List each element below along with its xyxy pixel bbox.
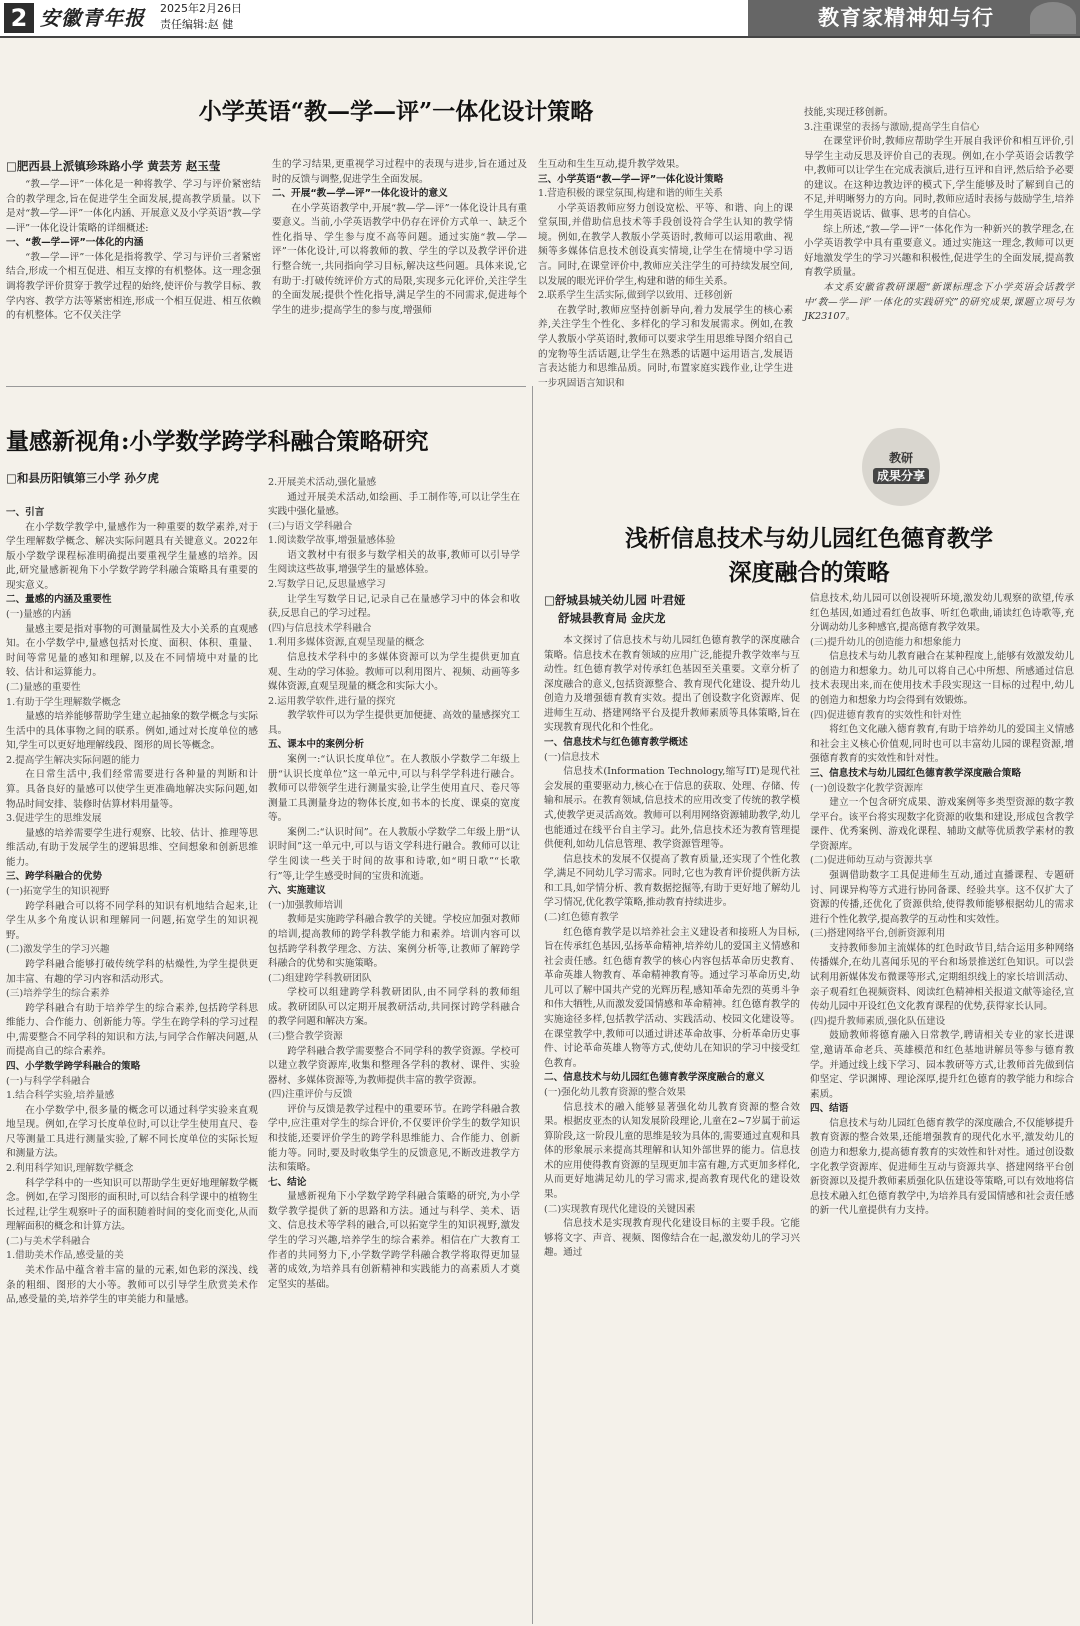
paragraph: 建立一个包含研究成果、游戏案例等多类型资源的数字教学平台。该平台将实现数字化资源的收集和建设,形成包含教学课件、优秀案例、游戏化课程、辅助文献等优质教学素材的教学资源库。 (810, 797, 1074, 852)
paragraph: 在小学英语教学中,开展“教—学—评”一体化设计具有重要意义。当前,小学英语教学中仍存在评价方式单一、缺乏个性化指导、学生参与度不高等问题。通过实施“教—学—评”一体化设计,可以将教师的教、学生的学以及教学评价进行整合统一,共同指向学习目标,解决这些问题。具体来说,它有助于:打破传统评价方式的局限,实现多元化评价,关注学生的全面发展;提供个性化指导,满足学生的不同需求,促进每个学生的进步;提高学生的参与度,增强师 (272, 202, 527, 316)
subheading: (一)与科学学科融合 (6, 1075, 91, 1087)
paragraph: 信息技术与幼儿教育融合在某种程度上,能够有效激发幼儿的创造力和想象力。幼儿可以将自己心中所想、所感通过信息技术表现出来,而在使用技术手段实现这一目标的过程中,幼儿的创造力和想象力均会得到有效锻炼。 (810, 651, 1074, 707)
subheading: (二)激发学生的学习兴趣 (6, 944, 110, 956)
section-heading: 六、实施建议 (268, 885, 326, 897)
paragraph: 信息技术的融入能够显著强化幼儿教育资源的整合效果。根据皮亚杰的认知发展阶段理论,儿童在2~7岁属于前运算阶段,这一阶段儿童的思维是较为具体的,需要通过直观和具体的形象展示来提高其理解和认知外部世界的能力。信息技术的应用使得教育资源的呈现更加丰富有趣,方式更加多样化,从而更好地满足幼儿的学习需求,提高教育现代化的建设效果。 (544, 1101, 800, 1200)
paragraph: 将红色文化融入德育教育,有助于培养幼儿的爱国主义情感和社会主义核心价值观,同时也可以丰富幼儿园的课程资源,增强德育教育的实效性和针对性。 (810, 724, 1074, 765)
subheading: (四)提升教师素质,强化队伍建设 (810, 1015, 946, 1027)
subheading: (二)实现教育现代化建设的关键因素 (544, 1203, 696, 1215)
paragraph: 信息技术是实现教育现代化建设目标的主要手段。它能够将文字、声音、视频、图像结合在一起,激发幼儿的学习兴趣。通过 (544, 1218, 800, 1259)
paragraph: 综上所述,“教—学—评”一体化作为一种新兴的教学理念,在小学英语教学中具有重要意义。通过实施这一理念,教师可以更好地激发学生的学习兴趣和积极性,促进学生的全面发展,提高教育教学质量。 (804, 223, 1074, 279)
col-1 (544, 634, 800, 1624)
paragraph: 案例一:“认识长度单位”。在人教版小学数学二年级上册“认识长度单位”这一单元中,可以与科学学科进行融合。教师可以带领学生进行测量实验,让学生使用直尺、卷尺等测量工具测量身边的物体长度,如书本的长度、课桌的宽度等。 (268, 753, 520, 824)
subheading: (一)创设数字化教学资源库 (810, 782, 924, 794)
paragraph: 量感的培养能够帮助学生建立起抽象的数学概念与实际生活中的具体事物之间的联系。例如,通过对长度单位的感知,学生可以更好地理解线段、图形的周长等概念。 (6, 711, 258, 752)
paragraph: 量感新视角下小学数学跨学科融合策略的研究,为小学数学教学提供了新的思路和方法。通过与科学、美术、语文、信息技术等学科的融合,可以拓宽学生的知识视野,激发学生的学习兴趣,培养学生的综合素养。相信在广大教育工作者的共同努力下,小学数学跨学科融合教学将取得更加显著的成效,为培养具有创新精神和实践能力的高素质人才奠定坚实的基础。 (268, 1191, 520, 1290)
dateline (160, 1, 242, 33)
paragraph: “教—学—评”一体化是指将教学、学习与评价三者紧密结合,形成一个相互促进、相互支撑的有机整体。这一理念强调将教学评价贯穿于教学过程的始终,使评价与教学目标、教学内容、教学方法等紧密相连,形成一个相互促进、相互依赖的有机整体。它不仅关注学 (6, 251, 261, 322)
article-title: 小学英语“教—学—评”一体化设计策略 (198, 98, 594, 125)
paragraph: 通过开展美术活动,如绘画、手工制作等,可以让学生在实践中强化量感。 (268, 491, 520, 518)
paragraph: 评价与反馈是教学过程中的重要环节。在跨学科融合教学中,应注重对学生的综合评价,不仅要评价学生的数学知识和技能,还要评价学生的跨学科思维能力、合作能力、创新能力等。同时,要及时收集学生的反馈意见,不断改进教学方法和策略。 (268, 1103, 520, 1174)
article-title: 浅析信息技术与幼儿园红色德育教学深度融合的策略 (625, 525, 993, 586)
paragraph: 在课堂评价时,教师应帮助学生开展自我评价和相互评价,引导学生主动反思及评价自己的表现。例如,在小学英语会话教学中,教师可以让学生在完成表演后,进行互评和自评,然后给予必要的建议。在这种边教边评的模式下,学生能够及时了解到自己的不足,并明晰努力的方向。同时,教师应适时表扬与鼓励学生,培养学生用英语说话、做事、思考的自信心。 (804, 136, 1074, 221)
subheading: (一)信息技术 (544, 751, 600, 763)
paragraph: 信息技术学科中的多媒体资源可以为学生提供更加直观、生动的学习体验。教师可以利用图片、视频、动画等多媒体资源,直观呈现量的概念和实际大小。 (268, 651, 520, 693)
article-math (6, 424, 526, 1624)
paragraph: 信息技术,幼儿园可以创设视听环境,激发幼儿观察的欲望,传承红色基因,如通过看红色故事、听红色歌曲,诵读红色诗歌等,充分调动幼儿多种感官,提高德育教学效果。 (810, 593, 1074, 634)
paragraph: 本文系安徽省教研课题“新课标理念下小学英语会话教学中‘教—学—评’一体化的实践研究”的研究成果,课题立项号为JK23107。 (804, 281, 1074, 323)
col-2 (268, 476, 520, 1624)
subheading: (一)强化幼儿教育资源的整合效果 (544, 1086, 686, 1098)
paragraph: 强调借助数字工具促进师生互动,通过直播课程、专题研讨、同课异构等方式进行协同备课、经验共享。这不仅扩大了资源的传播,还优化了资源供给,使得教师能够根据幼儿的需求进行个性化教学,提高教学的互动性和实效性。 (810, 869, 1074, 925)
paragraph: 跨学科融合能够打破传统学科的枯燥性,为学生提供更加丰富、有趣的学习内容和活动形式。 (6, 958, 258, 985)
paragraph: 技能,实现迁移创新。 (804, 107, 894, 118)
subheading: 3.促进学生的思维发展 (6, 813, 102, 825)
divider (6, 386, 526, 387)
paragraph: 跨学科融合可以将不同学科的知识有机地结合起来,让学生从多个角度认识和理解同一问题,拓宽学生的知识视野。 (6, 900, 258, 941)
paragraph: 生互动和生生互动,提升教学效果。 (538, 159, 685, 170)
subheading: 2.运用教学软件,进行量的探究 (268, 695, 396, 707)
subheading: (四)与信息技术学科融合 (268, 622, 372, 634)
paragraph: 案例二:“认识时间”。在人教版小学数学二年级上册“认识时间”这一单元中,可以与语文学科进行融合。教师可以让学生阅读一些关于时间的故事和诗歌,如“明日歌”“长歌行”等,让学生感受时间的宝贵和流逝。 (268, 826, 520, 882)
paragraph: 信息技术与幼儿园红色德育教学的深度融合,不仅能够提升教育资源的整合效果,还能增强教育的现代化水平,激发幼儿的创造力和想象力,提高德育教育的实效性和针对性。通过创设数字化教学资源库、促进师生互动与资源共享、搭建网络平台创新资源以及提升教师素质强化队伍建设等策略,可以有效地将信息技术融入红色德育教学中,为培养具有爱国情感和社会责任感的新一代儿童提供有力支持。 (810, 1117, 1074, 1217)
paragraph: 学校可以组建跨学科教研团队,由不同学科的教师组成。教研团队可以定期开展教研活动,共同探讨跨学科融合的教学问题和解决方案。 (268, 987, 520, 1028)
subheading: (二)组建跨学科教研团队 (268, 972, 372, 984)
subheading: (二)促进师幼互动与资源共享 (810, 855, 933, 867)
bust-illustration-icon (1030, 2, 1076, 34)
subheading: 2.利用科学知识,理解数学概念 (6, 1163, 134, 1175)
subheading: (二)量感的重要性 (6, 681, 81, 693)
paragraph: 教学软件可以为学生提供更加便捷、高效的量感探究工具。 (268, 710, 520, 736)
subheading: (三)培养学生的综合素养 (6, 988, 110, 1000)
subheading: 2.提高学生解决实际问题的能力 (6, 754, 140, 766)
subheading: (四)注重评价与反馈 (268, 1089, 353, 1101)
badge-line1: 教研 (888, 451, 913, 465)
section-heading: 五、课本中的案例分析 (268, 739, 364, 751)
subheading: 2.开展美术活动,强化量感 (268, 477, 377, 488)
section-heading: 三、小学英语“教—学—评”一体化设计策略 (538, 173, 724, 185)
section-heading: 四、小学数学跨学科融合的策略 (6, 1060, 141, 1072)
article-byline-1: □舒城县城关幼儿园 叶君娅 (544, 593, 686, 607)
issue-date: 2025年2月26日 (160, 2, 242, 15)
paragraph: 科学学科中的一些知识可以帮助学生更好地理解数学概念。例如,在学习图形的面积时,可以结合科学课中的植物生长过程,让学生观察叶子的面积随着时间的变化而变化,从而理解面积的概念和计算方法。 (6, 1177, 258, 1233)
subheading: (二)红色德育教学 (544, 911, 619, 923)
article-english (6, 92, 1074, 389)
research-badge (862, 428, 940, 506)
article-byline-2: 舒城县教育局 金庆龙 (558, 611, 666, 625)
article-byline: □和县历阳镇第三小学 孙夕虎 (6, 471, 159, 485)
subheading: (二)与美术学科融合 (6, 1235, 91, 1247)
subheading: (三)整合教学资源 (268, 1030, 343, 1042)
paragraph: 生的学习结果,更重视学习过程中的表现与进步,旨在通过及时的反馈与调整,促进学生全面发展。 (272, 159, 527, 185)
subheading: (三)提升幼儿的创造能力和想象能力 (810, 636, 962, 648)
paragraph: 本文探讨了信息技术与幼儿园红色德育教学的深度融合策略。信息技术在教育领域的应用广泛,能提升教学效率与互动性。红色德育教学对传承红色基因至关重要。文章分析了深度融合的意义,包括资源整合、教育现代化建设、提升幼儿创造力及增强德育教育实效。提出了创设数字化资源库、促进师生互动、搭建网络平台及提升教师素质等具体策略,旨在实现教育现代化和个性化。 (544, 635, 800, 734)
paragraph: 量感主要是指对事物的可测量属性及大小关系的直观感知。在小学数学中,量感包括对长度、面积、体积、重量、时间等常见量的感知和理解,以及在不同情境中对量的比较、估计和运算能力。 (6, 623, 258, 679)
subheading: 1.营造积极的课堂氛围,构建和谐的师生关系 (538, 188, 723, 200)
col-1 (6, 506, 258, 1624)
section-heading: 一、信息技术与红色德育教学概述 (544, 737, 688, 749)
col-1 (6, 178, 261, 382)
col-2 (272, 158, 527, 382)
paragraph: 跨学科融合教学需要整合不同学科的教学资源。学校可以建立教学资源库,收集和整理各学科的教材、课件、实验器材、多媒体资源等,为教师提供丰富的教学资源。 (268, 1045, 520, 1086)
editor-credit: 责任编辑:赵 健 (160, 18, 234, 31)
col-2 (810, 592, 1074, 1624)
paragraph: 在小学数学中,很多量的概念可以通过科学实验来直观地呈现。例如,在学习长度单位时,可以让学生使用直尺、卷尺等测量工具进行测量实验,了解不同长度单位的实际长短和测量方法。 (6, 1104, 258, 1160)
paragraph: 在教学时,教师应坚持创新导向,着力发展学生的核心素养,关注学生个性化、多样化的学习和发展需求。例如,在教学人教版小学英语时,教师可以要求学生用思维导图介绍自己的宠物等生活话题,让学生在熟悉的话题中运用语言,发展语言表达能力和思维品质。同时,布置家庭实践作业,让学生进一步巩固语言知识和 (538, 304, 793, 389)
article-kindergarten (544, 522, 1074, 1624)
subheading: 1.利用多媒体资源,直观呈现量的概念 (268, 637, 425, 649)
section-heading: 四、结语 (810, 1103, 849, 1115)
paragraph: 红色德育教学是以培养社会主义建设者和接班人为目标,旨在传承红色基因,弘扬革命精神,培养幼儿的爱国主义情感和社会责任感。红色德育教学的核心内容包括革命历史教育、革命英雄人物教育、革命精神教育等。通过学习革命历史,幼儿可以了解中国共产党的光辉历程,感知革命先烈的英勇斗争和伟大牺牲,从而激发爱国情感和革命精神。红色德育教学的实施途径多样,包括教学活动、实践活动、校园文化建设等。在课堂教学中,教师可以通过讲述革命故事、分析革命历史事件、讨论革命英雄人物等方式,使幼儿在知识的学习中接受红色教育。 (544, 926, 800, 1069)
section-banner (748, 0, 1080, 36)
paragraph: 美术作品中蕴含着丰富的量的元素,如色彩的深浅、线条的粗细、图形的大小等。教师可以引导学生欣赏美术作品,感受量的美,培养学生的审美能力和量感。 (6, 1265, 258, 1306)
paragraph: 语文教材中有很多与数学相关的故事,教师可以引导学生阅读这些故事,增强学生的量感体验。 (268, 549, 520, 576)
paragraph: 在小学数学教学中,量感作为一种重要的数学素养,对于学生理解数学概念、解决实际问题具有关键意义。2022年版小学数学课程标准明确提出要重视学生量感的培养。因此,研究量感新视角下小学数学跨学科融合策略具有重要的现实意义。 (6, 521, 258, 591)
paragraph: 支持教师参加主流媒体的红色时政节目,结合运用多种网络传播媒介,在幼儿喜闻乐见的平台和场景推送红色知识。可以尝试利用新媒体发布微课等形式,定期组织线上的家长培训活动、亲子观看红色视频资料、阅读红色精神相关报道文献等途径,宣传幼儿园中开设红色文化教育课程的优势,获得家长认同。 (810, 942, 1074, 1013)
subheading: (三)与语文学科融合 (268, 520, 353, 532)
subheading: (四)促进德育教育的实效性和针对性 (810, 709, 962, 721)
subheading: 3.注重课堂的表扬与激励,提高学生自信心 (804, 121, 980, 133)
col-3 (538, 158, 793, 389)
paragraph: 量感的培养需要学生进行观察、比较、估计、推理等思维活动,有助于发展学生的逻辑思维、空间想象和创新思维能力。 (6, 827, 258, 868)
paragraph: 在日常生活中,我们经常需要进行各种量的判断和计算。具备良好的量感可以使学生更准确地解决实际问题,如物品时间安排、装修时估算材料用量等。 (6, 769, 258, 810)
section-heading: 二、开展“教—学—评”一体化设计的意义 (272, 188, 448, 200)
subheading: (一)拓宽学生的知识视野 (6, 886, 110, 898)
section-title: 教育家精神知与行 (818, 6, 994, 30)
paragraph: 小学英语教师应努力创设宽松、平等、和谐、向上的课堂氛围,并借助信息技术等手段创设符合学生认知的教学情境。例如,在教学人教版小学英语时,教师可以运用歌曲、视频等多媒体信息技术创设真实情境,让学生在情境中学习语言。同时,在课堂评价中,教师应关注学生的可持续发展空间,以发展的眼光评价学生,构建和谐的师生关系。 (538, 202, 793, 287)
newspaper-logo: 安徽青年报 (40, 6, 145, 30)
paragraph: “教—学—评”一体化是一种将教学、学习与评价紧密结合的教学理念,旨在促进学生全面发展,提高教学质量。以下是对“教—学—评”一体化内涵、开展意义及小学英语“教—学—评”一体化设计策略的详细概述: (6, 179, 261, 234)
subheading: 1.借助美术作品,感受量的美 (6, 1250, 124, 1262)
section-heading: 一、“教—学—评”一体化的内涵 (6, 237, 144, 249)
paragraph: 教师是实施跨学科融合教学的关键。学校应加强对教师的培训,提高教师的跨学科教学能力和素养。培训内容可以包括跨学科教学理念、方法、案例分析等,让教师了解跨学科融合的优势和实施策略。 (268, 914, 520, 970)
subheading: 1.阅读数学故事,增强量感体验 (268, 535, 396, 547)
subheading: (一)加强教师培训 (268, 899, 343, 911)
section-heading: 七、结论 (268, 1176, 307, 1188)
section-heading: 三、跨学科融合的优势 (6, 871, 102, 883)
subheading: 2.写数学日记,反思量感学习 (268, 579, 386, 591)
col-4 (804, 106, 1074, 382)
subheading: (三)搭建网络平台,创新资源利用 (810, 928, 946, 940)
subheading: 1.结合科学实验,培养量感 (6, 1090, 115, 1102)
section-heading: 一、引言 (6, 507, 45, 518)
paragraph: 信息技术(Information Technology,缩写IT)是现代社会发展的重要驱动力,核心在于信息的获取、处理、存储、传输和展示。在教育领域,信息技术的应用改变了传统的教学模式,使教学更灵活高效。教师可以利用网络资源辅助教学,幼儿也能通过在线平台自主学习。此外,信息技术还为教育管理提供便利,如幼儿信息管理、教学资源管理等。 (544, 766, 800, 851)
badge-line2: 成果分享 (873, 468, 929, 484)
paragraph: 鼓励教师将德育融入日常教学,聘请相关专业的家长进课堂,邀请革命老兵、英雄模范和红色基地讲解员等参与德育教学。并通过线上线下学习、园本教研等方式,让教师首先做到信仰坚定、学识渊博、理论深厚,提升红色德育的教学能力和综合素质。 (810, 1030, 1074, 1100)
subheading: (一)量感的内涵 (6, 609, 72, 621)
paragraph: 跨学科融合有助于培养学生的综合素养,包括跨学科思维能力、合作能力、创新能力等。学生在跨学科的学习过程中,需要整合不同学科的知识和方法,与同学合作解决问题,从而提高自己的综合素养。 (6, 1002, 258, 1058)
masthead (0, 0, 1080, 38)
subheading: 2.联系学生生活实际,做到学以致用、迁移创新 (538, 290, 733, 302)
article-title: 量感新视角:小学数学跨学科融合策略研究 (6, 428, 429, 455)
paragraph: 信息技术的发展不仅提高了教育质量,还实现了个性化教学,满足不同幼儿学习需求。同时,它也为教育评价提供新方法和工具,如学情分析、教育数据挖掘等,有助于更好地了解幼儿学习情况,优化教学策略,推动教育持续进步。 (544, 853, 800, 909)
section-heading: 三、信息技术与幼儿园红色德育教学深度融合策略 (810, 767, 1022, 779)
page-number: 2 (4, 3, 34, 33)
subheading: 1.有助于学生理解数学概念 (6, 696, 121, 708)
section-heading: 二、信息技术与幼儿园红色德育教学深度融合的意义 (544, 1072, 765, 1084)
article-byline: □肥西县上派镇珍珠路小学 黄芸芳 赵玉莹 (6, 159, 221, 173)
section-heading: 二、量感的内涵及重要性 (6, 594, 112, 606)
divider (532, 386, 533, 1624)
paragraph: 让学生写数学日记,记录自己在量感学习中的体会和收获,反思自己的学习过程。 (268, 593, 520, 620)
